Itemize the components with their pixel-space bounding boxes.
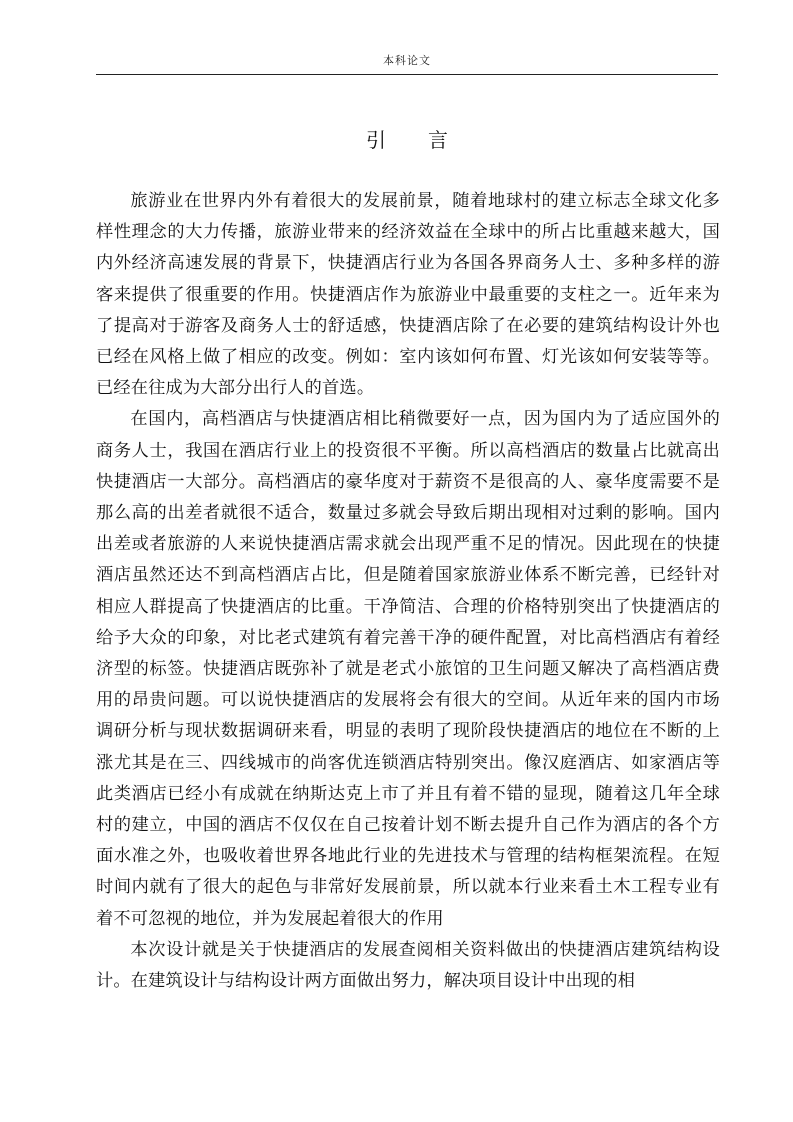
running-header: 本科论文 <box>383 54 431 67</box>
paragraph-design-scope: 本次设计就是关于快捷酒店的发展查阅相关资料做出的快捷酒店建筑结构设计。在建筑设计与结构设计两方面做出努力，解决项目设计中出现的相 <box>96 939 720 992</box>
paragraph-domestic-hotels: 在国内，高档酒店与快捷酒店相比稍微要好一点，因为国内为了适应国外的商务人士，我国在酒店行业上的投资很不平衡。所以高档酒店的数量占比就高出快捷酒店一大部分。高档酒店的豪华度对于薪资不是很高的人、豪华度需要不是那么高的出差者就很不适合，数量过多就会导致后期出现相对过剩的影响。国内出差或者旅游的人来说快捷酒店需求就会出现严重不足的情况。因此现在的快捷酒店虽然还达不到高档酒店占比，但是随着国家旅游业体系不断完善，已经针对相应人群提高了快捷酒店的比重。干净简洁、合理的价格特别突出了快捷酒店的给予大众的印象，对比老式建筑有着完善干净的硬件配置，对比高档酒店有着经济型的标签。快捷酒店既弥补了就是老式小旅馆的卫生问题又解决了高档酒店费用的昂贵问题。可以说快捷酒店的发展将会有很大的空间。从近年来的国内市场调研分析与现状数据调研来看，明显的表明了现阶段快捷酒店的地位在不断的上涨尤其是在三、四线城市的尚客优连锁酒店特别突出。像汉庭酒店、如家酒店等此类酒店已经小有成就在纳斯达克上市了并且有着不错的显现，随着这几年全球村的建立，中国的酒店不仅仅在自己按着计划不断去提升自己作为酒店的各个方面水准之外，也吸收着世界各地此行业的先进技术与管理的结构框架流程。在短时间内就有了很大的起色与非常好发展前景，所以就本行业来看土木工程专业有着不可忽视的地位，并为发展起着很大的作用 <box>96 409 720 929</box>
body-text <box>96 186 720 997</box>
section-title: 引言 <box>366 128 490 152</box>
header-divider <box>96 74 718 75</box>
paragraph-tourism-outlook: 旅游业在世界内外有着很大的发展前景，随着地球村的建立标志全球文化多样性理念的大力传播，旅游业带来的经济效益在全球中的所占比重越来越大，国内外经济高速发展的背景下，快捷酒店行业为各国各界商务人士、多种多样的游客来提供了很重要的作用。快捷酒店作为旅游业中最重要的支柱之一。近年来为了提高对于游客及商务人士的舒适感，快捷酒店除了在必要的建筑结构设计外也已经在风格上做了相应的改变。例如：室内该如何布置、灯光该如何安装等等。已经在往成为大部分出行人的首选。 <box>96 191 720 399</box>
